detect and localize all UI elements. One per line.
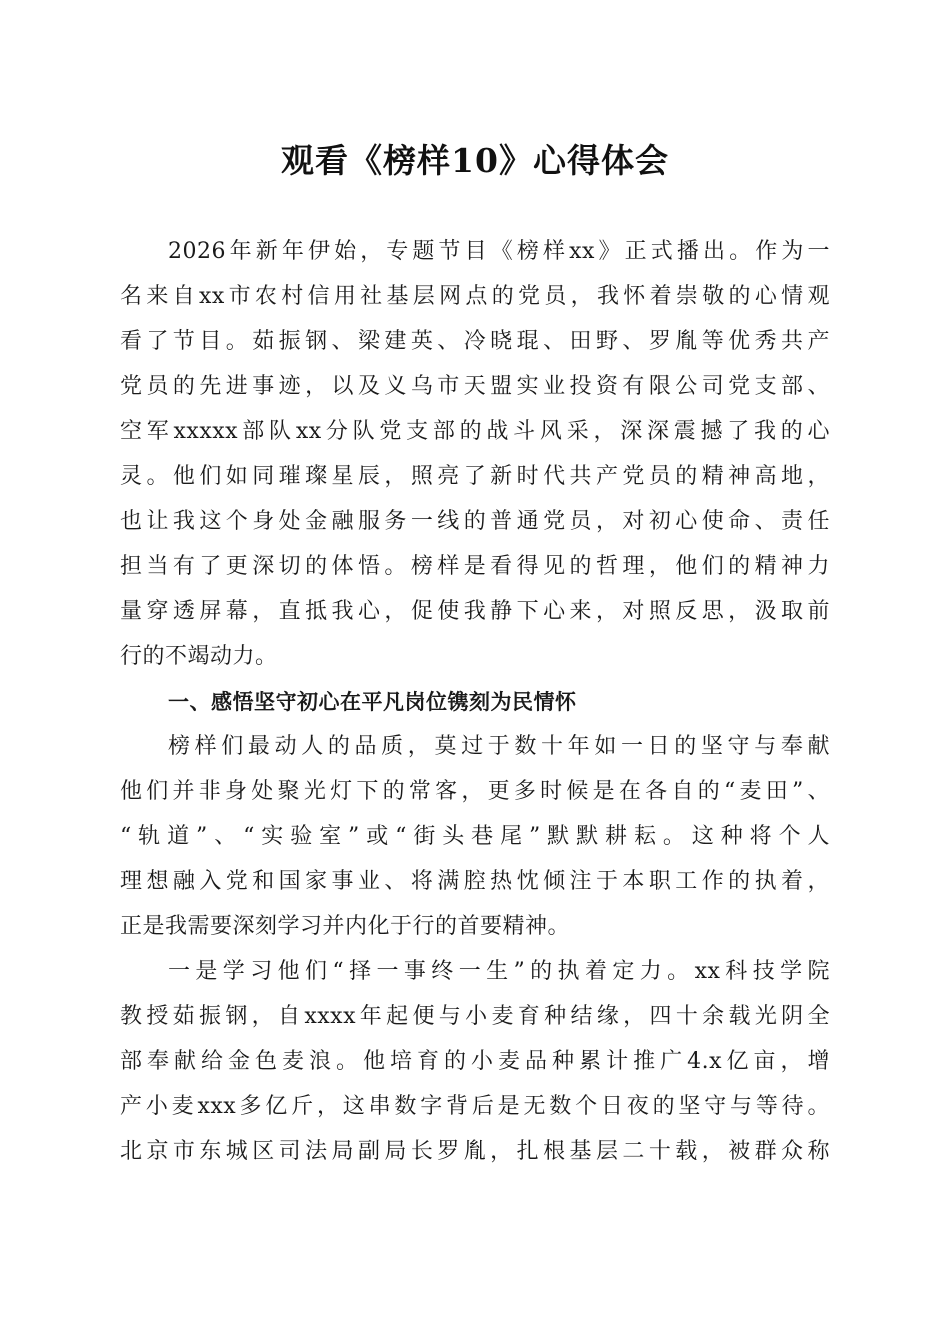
paragraph-1-line-6: 灵。他们如同璀璨星辰，照亮了新时代共产党员的精神高地， xyxy=(120,464,830,489)
paragraph-3-line-3: 部奉献给金色麦浪。他培育的小麦品种累计推广4.x亿亩，增 xyxy=(120,1049,830,1074)
paragraph-1-line-8: 担当有了更深切的体悟。榜样是看得见的哲理，他们的精神力 xyxy=(120,554,830,579)
paragraph-2-line-2: 他们并非身处聚光灯下的常客，更多时候是在各自的“麦田”、 xyxy=(120,779,830,804)
paragraph-1-line-2: 名来自xx市农村信用社基层网点的党员，我怀着崇敬的心情观 xyxy=(120,284,830,309)
paragraph-1-line-3: 看了节目。茹振钢、梁建英、冷晓琨、田野、罗胤等优秀共产 xyxy=(120,329,830,354)
paragraph-3-line-1: 一是学习他们“择一事终一生”的执着定力。xx科技学院 xyxy=(168,959,830,984)
section-heading-1: 一、感悟坚守初心在平凡岗位镌刻为民情怀 xyxy=(168,690,577,714)
paragraph-1-line-1: 2026年新年伊始，专题节目《榜样xx》正式播出。作为一 xyxy=(168,239,830,264)
paragraph-1-line-7: 也让我这个身处金融服务一线的普通党员，对初心使命、责任 xyxy=(120,509,830,534)
paragraph-1-line-5: 空军xxxxx部队xx分队党支部的战斗风采，深深震撼了我的心 xyxy=(120,419,830,444)
paragraph-1-line-4: 党员的先进事迹，以及义乌市天盟实业投资有限公司党支部、 xyxy=(120,374,830,399)
paragraph-1-line-10: 行的不竭动力。 xyxy=(120,644,278,669)
paragraph-2-line-4: 理想融入党和国家事业、将满腔热忱倾注于本职工作的执着， xyxy=(120,869,830,894)
paragraph-3-line-5: 北京市东城区司法局副局长罗胤，扎根基层二十载，被群众称 xyxy=(120,1139,830,1164)
paragraph-1-line-9: 量穿透屏幕，直抵我心，促使我静下心来，对照反思，汲取前 xyxy=(120,599,830,624)
paragraph-2-line-3: “轨道”、“实验室”或“街头巷尾”默默耕耘。这种将个人 xyxy=(120,824,830,849)
paragraph-2-line-5: 正是我需要深刻学习并内化于行的首要精神。 xyxy=(120,914,571,939)
paragraph-2-line-1: 榜样们最动人的品质，莫过于数十年如一日的坚守与奉献 xyxy=(168,734,830,759)
paragraph-3-line-2: 教授茹振钢，自xxxx年起便与小麦育种结缘，四十余载光阴全 xyxy=(120,1004,830,1029)
paragraph-3-line-4: 产小麦xxx多亿斤，这串数字背后是无数个日夜的坚守与等待。 xyxy=(120,1094,830,1119)
document-title: 观看《榜样10》心得体会 xyxy=(281,141,669,180)
